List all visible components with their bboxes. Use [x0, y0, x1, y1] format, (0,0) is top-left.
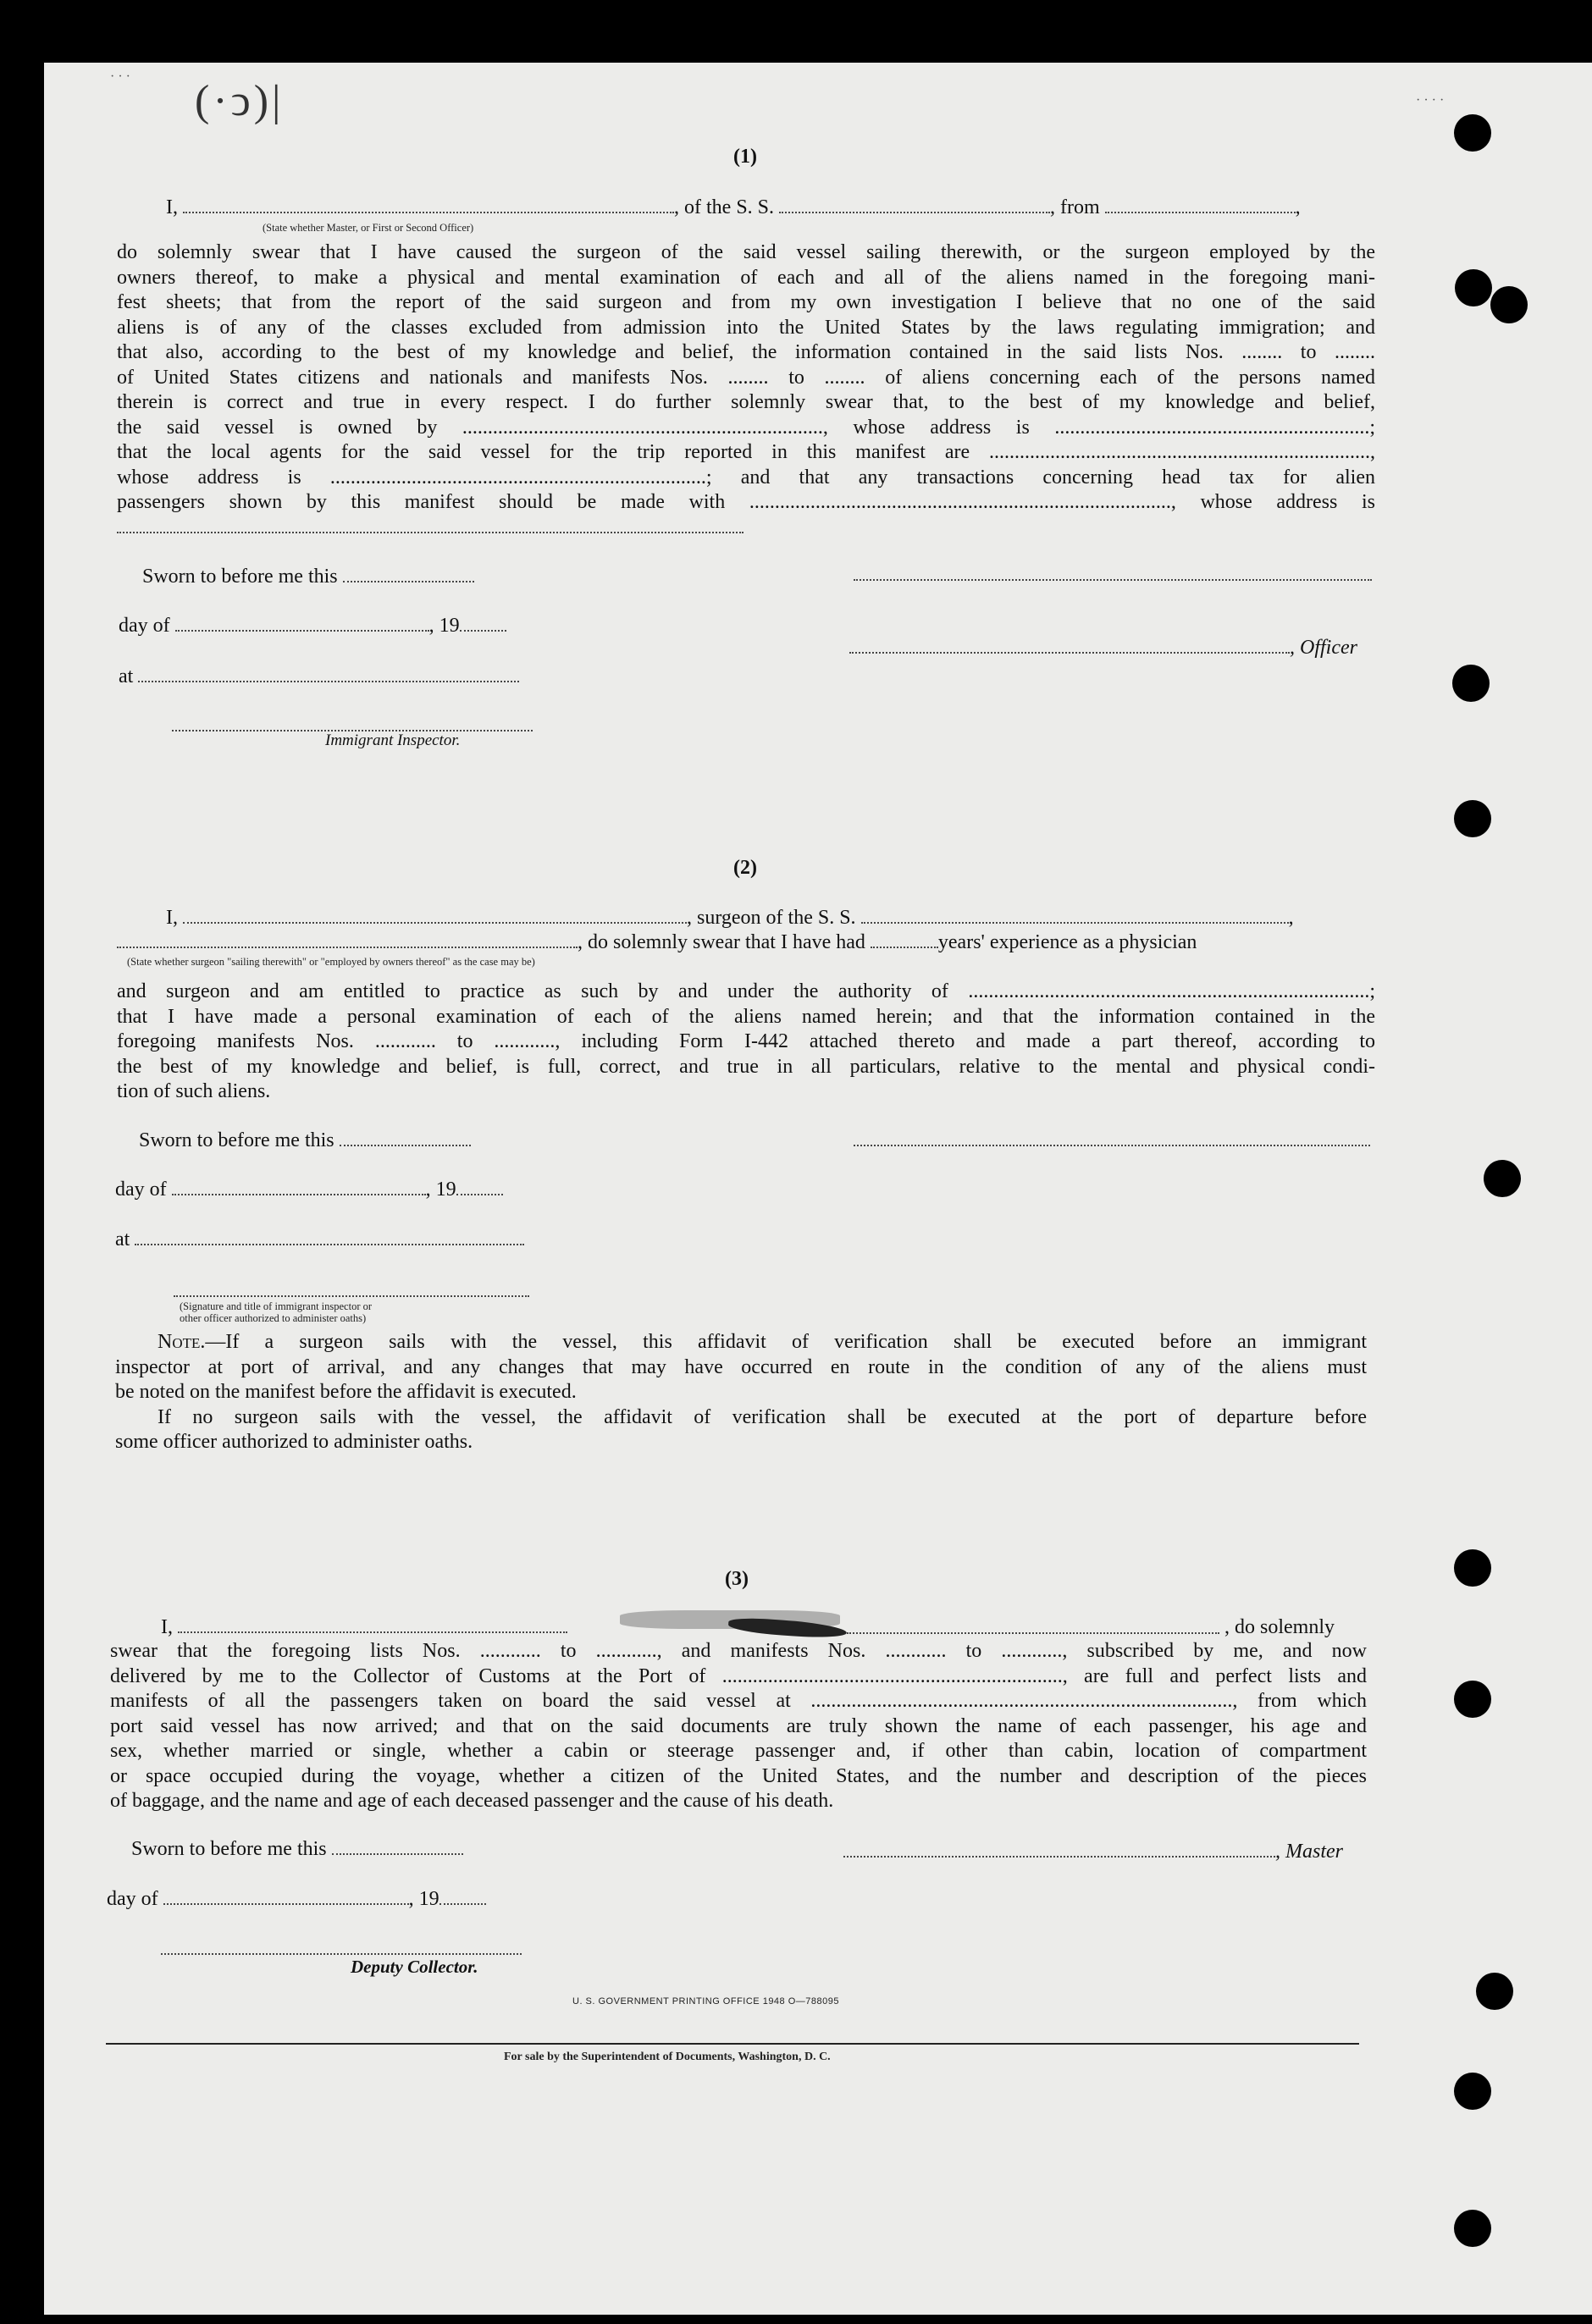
section-3-line-1: I,: [161, 1616, 567, 1639]
sworn-before-2: Sworn to before me this: [139, 1129, 471, 1152]
section-2-surgeon-note: (State whether surgeon "sailing therewith" or "employed by owners thereof" as the case may be): [127, 956, 535, 968]
punch-hole: [1454, 1681, 1491, 1718]
note-paragraph: Note.—If a surgeon sails with the vessel, this affidavit of verification shall be executed before an immigrant inspector at port of arrival, and any changes that may have occurred en route in the condition of any of the aliens must be noted on the manifest before the affidavit is executed. If no surgeon sails with the vessel, the affidavit of verification shall be executed at the port of departure before some officer authorized to administer oaths.: [115, 1331, 1367, 1453]
signature-title-note-2: other officer authorized to administer oaths): [180, 1312, 367, 1324]
section-2-line-1: I, , surgeon of the S. S. ,: [166, 907, 1294, 929]
at-2: at: [115, 1228, 524, 1251]
signature-line-2: [854, 1145, 1370, 1146]
section-1-body: do solemnly swear that I have caused the surgeon of the said vessel sailing therewith, or the surgeon employed by the owners thereof, to make a physical and mental examination of each and all of the aliens named in the foregoing mani- fest sheets; that from the report of the said surgeon and from my own investigation I believe that no one of the said aliens is of any of the classes excluded from admission into the United States by the laws regulating immigration; and that also, according to the best of my knowledge and belief, the information contained in the said lists Nos. ........ to ........ of United States citizens and nationals and manifests Nos. ........ to ........ of aliens concerning each of the persons named therein is correct and true in every respect. I do further solemnly swear that, to the best of my knowledge and belief, the said vessel is owned by ......................................................................., whose address is ..............................................................; that the local agents for the said vessel for the trip reported in this manifest are ..........................................................................., whose address is ..........................................................................; and that any transactions concerning head tax for alien passengers shown by this manifest should be made with ..................................................................................., whose address is: [117, 241, 1375, 513]
punch-hole: [1454, 800, 1491, 837]
master-signature: , Master: [843, 1841, 1343, 1863]
section-3-line-1-end: , do solemnly: [1224, 1616, 1335, 1638]
section-2-line-2: , do solemnly swear that I have had years' experience as a physician: [117, 931, 1197, 954]
punch-hole: [1476, 1973, 1513, 2010]
deputy-collector-line: [161, 1953, 522, 1955]
at-1: at: [119, 665, 519, 688]
punch-hole: [1455, 269, 1492, 306]
section-1-officer-note: (State whether Master, or First or Second Officer): [263, 222, 474, 234]
punch-hole: [1454, 114, 1491, 152]
section-3-heading: (3): [725, 1568, 749, 1590]
for-sale-note: For sale by the Superintendent of Documents, Washington, D. C.: [504, 2051, 831, 2063]
punch-hole: [1454, 2210, 1491, 2247]
sworn-before-3: Sworn to before me this: [131, 1838, 463, 1861]
section-2-heading: (2): [733, 857, 757, 879]
signature-title-line: [174, 1295, 529, 1297]
punch-hole: [1454, 2073, 1491, 2110]
deputy-collector-label: Deputy Collector.: [351, 1957, 478, 1977]
section-1-trailing-line: [117, 532, 743, 533]
footer-rule: [106, 2043, 1359, 2045]
punch-hole: [1452, 665, 1490, 702]
signature-line-1: [854, 579, 1372, 581]
section-1-line-1: I, , of the S. S. , from ,: [166, 196, 1301, 218]
signature-title-note-1: (Signature and title of immigrant inspector or: [180, 1300, 373, 1312]
punch-hole: [1454, 1549, 1491, 1587]
margin-dots: · · · ·: [1416, 93, 1445, 108]
day-of-2: day of , 19: [115, 1179, 503, 1201]
printing-office-note: U. S. GOVERNMENT PRINTING OFFICE 1948 O—788095: [572, 1996, 839, 2007]
day-of-1: day of , 19: [119, 615, 506, 638]
sworn-before-1: Sworn to before me this: [142, 566, 474, 588]
punch-hole: [1490, 286, 1528, 323]
section-3-body: swear that the foregoing lists Nos. ............ to ............, and manifests Nos. ............ to ............, subscribed by me, and now delivered by me to the Collector of Customs at the Port of ..................................................................., are full and perfect lists and manifests of all the passengers taken on board the said vessel at ..................................................................................., from which port said vessel has now arrived; and that on the said documents are truly shown the name of each passenger, his age and sex, whether married or single, whether a cabin or steerage passenger and, if other than cabin, location of compartment or space occupied during the voyage, whether a citizen of the United States, and the number and description of the pieces of baggage, and the name and age of each deceased passenger and the cause of his death.: [110, 1640, 1367, 1812]
punch-hole: [1484, 1160, 1521, 1197]
section-2-body: and surgeon and am entitled to practice as such by and under the authority of ...............................................................................; that I have made a personal examination of each of the aliens named herein; and that the information contained in the foregoing manifests Nos. ............ to ............, including Form I-442 attached thereto and made a part thereof, according to the best of my knowledge and belief, is full, correct, and true in all particulars, relative to the mental and physical condi- tion of such aliens.: [117, 980, 1375, 1102]
margin-dots: · · ·: [110, 69, 130, 84]
section-1-heading: (1): [733, 146, 757, 168]
immigrant-inspector-label: Immigrant Inspector.: [325, 731, 461, 749]
officer-signature: , Officer: [849, 637, 1357, 660]
day-of-3: day of , 19: [107, 1888, 486, 1911]
handwritten-mark: (·ↄ)|: [195, 77, 285, 125]
section-3-line-1-fill: [847, 1632, 1219, 1634]
